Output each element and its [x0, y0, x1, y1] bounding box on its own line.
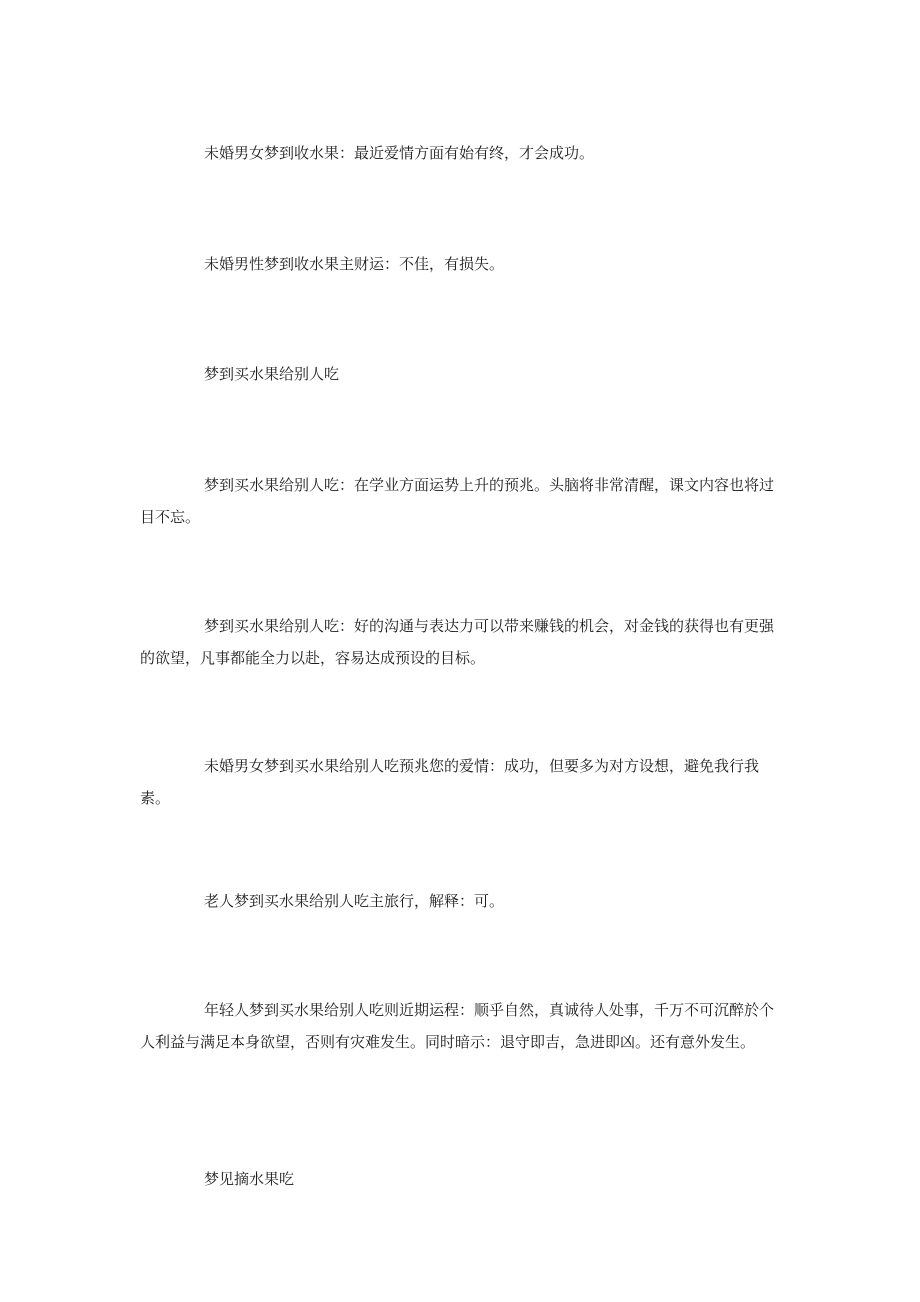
paragraph-unmarried-buy-fruit-love: 未婚男女梦到买水果给别人吃预兆您的爱情：成功，但要多为对方设想，避免我行我素。 [140, 757, 760, 807]
paragraph-unmarried-harvest-fruit: 未婚男女梦到收水果：最近爱情方面有始有终，才会成功。 [204, 144, 595, 162]
paragraph-unmarried-male-harvest-fruit: 未婚男性梦到收水果主财运：不佳，有损失。 [204, 255, 505, 273]
paragraph-buy-fruit-money: 梦到买水果给别人吃：好的沟通与表达力可以带来赚钱的机会，对金钱的获得也有更强的欲望，凡事都能全力以赴，容易达成预设的目标。 [140, 617, 775, 667]
section-heading-pick-fruit-eat: 梦见摘水果吃 [204, 1170, 295, 1188]
paragraph-young-buy-fruit-fortune: 年轻人梦到买水果给别人吃则近期运程：顺乎自然，真诚待人处事，千万不可沉醉於个人利益与满足本身欲望，否则有灾难发生。同时暗示：退守即吉，急进即凶。还有意外发生。 [140, 1001, 775, 1051]
paragraph-elderly-buy-fruit-travel: 老人梦到买水果给别人吃主旅行，解释：可。 [204, 892, 505, 910]
section-heading-buy-fruit-for-others: 梦到买水果给别人吃 [204, 365, 340, 383]
paragraph-buy-fruit-study: 梦到买水果给别人吃：在学业方面运势上升的预兆。头脑将非常清醒，课文内容也将过目不忘。 [140, 476, 775, 526]
